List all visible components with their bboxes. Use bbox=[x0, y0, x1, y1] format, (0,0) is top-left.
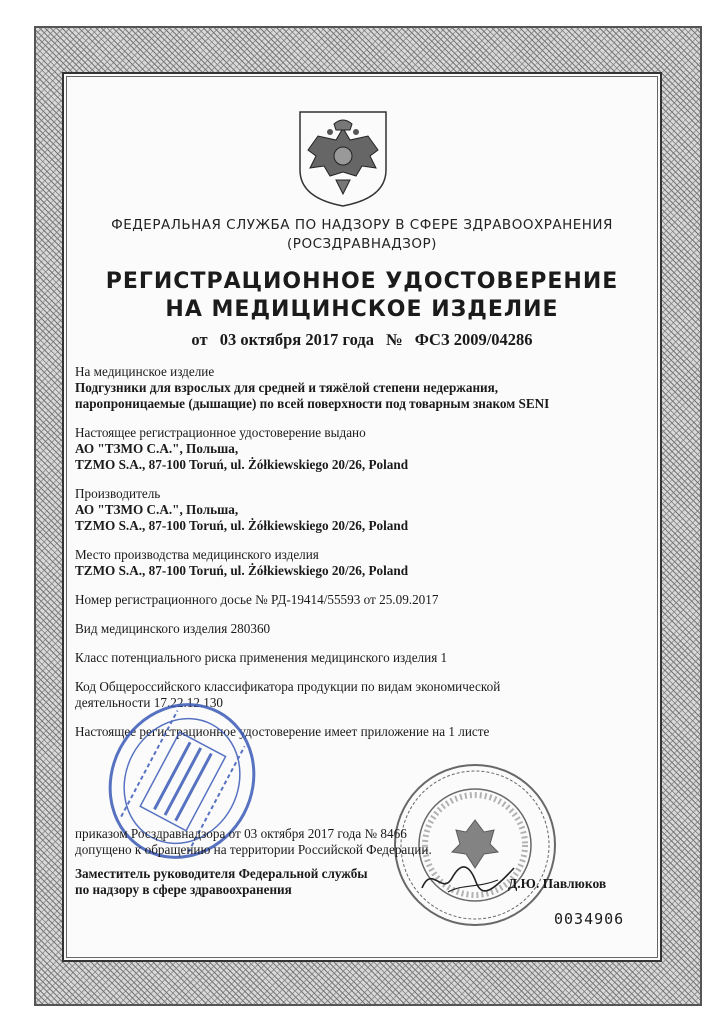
production-site-label: Место производства медицинского изделия bbox=[75, 547, 319, 562]
okp-code-line-2: деятельности 17.22.12.130 bbox=[75, 695, 224, 710]
issued-to-line-2: TZMO S.A., 87-100 Toruń, ul. Żółkiewskiego 20/26, Poland bbox=[75, 457, 409, 472]
okp-code-line-1: Код Общероссийского классификатора продукции по видам экономической bbox=[75, 679, 501, 694]
certificate-number: ФСЗ 2009/04286 bbox=[414, 330, 533, 349]
device-name-line-2: паропроницаемые (дышащие) по всей поверхности под товарным знаком SENI bbox=[75, 396, 550, 411]
serial-number: 0034906 bbox=[554, 910, 625, 928]
order-line-1: приказом Росздравнадзора от 03 октября 2017 года № 8466 bbox=[75, 826, 407, 841]
risk-class: Класс потенциального риска применения медицинского изделия 1 bbox=[75, 650, 448, 665]
device-label: На медицинское изделие bbox=[75, 364, 215, 379]
agency-name: ФЕДЕРАЛЬНАЯ СЛУЖБА ПО НАДЗОРУ В СФЕРЕ ЗДРАВООХРАНЕНИЯ bbox=[111, 217, 613, 233]
device-name-line-1: Подгузники для взрослых для средней и тяжёлой степени недержания, bbox=[75, 380, 499, 395]
order-line-2: допущено к обращению на территории Российской Федерации. bbox=[75, 842, 432, 857]
manufacturer-line-2: TZMO S.A., 87-100 Toruń, ul. Żółkiewskiego 20/26, Poland bbox=[75, 518, 409, 533]
manufacturer-line-1: АО "ТЗМО С.А.", Польша, bbox=[75, 502, 239, 517]
russian-coat-of-arms-icon bbox=[296, 110, 390, 208]
signatory-name: Д.Ю. Павлюков bbox=[508, 876, 607, 891]
appendix-note: Настоящее регистрационное удостоверение имеет приложение на 1 листе bbox=[75, 724, 490, 739]
document-title bbox=[80, 268, 644, 324]
issue-date: 03 октября 2017 года bbox=[219, 330, 374, 349]
issue-date-line bbox=[80, 330, 644, 350]
signature-icon bbox=[418, 858, 518, 898]
signatory-title-line-2: по надзору в сфере здравоохранения bbox=[75, 882, 292, 897]
signatory-title bbox=[75, 866, 455, 898]
title-line-1: РЕГИСТРАЦИОННОЕ УДОСТОВЕРЕНИЕ bbox=[105, 269, 619, 294]
date-prefix: от bbox=[191, 330, 208, 349]
agency-short-name: (РОСЗДРАВНАДЗОР) bbox=[287, 236, 437, 252]
certificate-body bbox=[75, 364, 647, 740]
issued-to-line-1: АО "ТЗМО С.А.", Польша, bbox=[75, 441, 239, 456]
issued-to-label: Настоящее регистрационное удостоверение выдано bbox=[75, 425, 366, 440]
dossier-number: Номер регистрационного досье № РД-19414/55593 от 25.09.2017 bbox=[75, 592, 439, 607]
device-type: Вид медицинского изделия 280360 bbox=[75, 621, 271, 636]
agency-header bbox=[80, 216, 644, 254]
order-text bbox=[75, 826, 647, 858]
title-line-2: НА МЕДИЦИНСКОЕ ИЗДЕЛИЕ bbox=[165, 297, 559, 322]
number-sign: № bbox=[386, 330, 403, 349]
signatory-title-line-1: Заместитель руководителя Федеральной службы bbox=[75, 866, 368, 881]
manufacturer-label: Производитель bbox=[75, 486, 161, 501]
production-site-line-1: TZMO S.A., 87-100 Toruń, ul. Żółkiewskiego 20/26, Poland bbox=[75, 563, 409, 578]
